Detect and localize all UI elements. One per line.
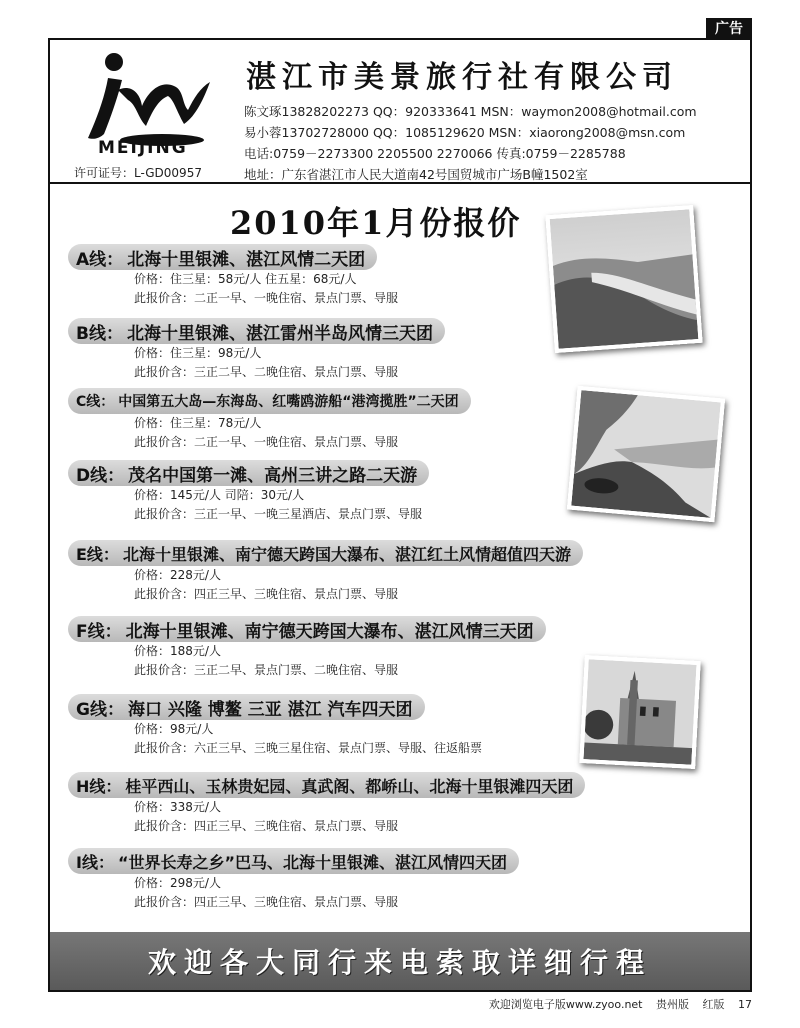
route-name: 桂平西山、玉林贵妃园、真武阁、都峤山、北海十里银滩四天团 [125,776,574,796]
route-title [68,388,471,414]
contact-line: 陈文琢13828202273 QQ：920333641 MSN：waymon2008@hotmail.com [244,104,697,119]
route-name: 北海十里银滩、湛江雷州半岛风情三天团 [126,323,433,344]
footer-banner [50,932,750,990]
route-includes: 此报价含：二正一早、一晚住宿、景点门票、导服 [134,291,399,305]
footer-edition: 贵州版 [656,998,689,1011]
brand-name: MEIJING [98,138,188,158]
route-code: C线： [76,394,115,410]
route-includes: 此报价含：三正二早、景点门票、二晚住宿、导服 [134,663,399,677]
route-name: 中国第五大岛—东海岛、红嘴鸥游船“港湾揽胜”二天团 [118,394,459,410]
page-number: 17 [738,998,752,1011]
footer-site: 欢迎浏览电子版www.zyoo.net [488,998,643,1011]
route-includes: 此报价含：四正三早、三晚住宿、景点门票、导服 [134,895,399,909]
route-price: 价格：145元/人 司陪：30元/人 [134,488,305,502]
route-price: 价格：住三星：58元/人 住五星：68元/人 [134,272,357,286]
route-price: 价格：98元/人 [134,722,214,736]
route-title [68,694,425,720]
route-title [68,848,519,874]
route-code: F线： [76,621,122,642]
route-i [68,848,519,912]
route-title [68,540,583,566]
route-code: I线： [76,852,114,872]
route-title [68,244,377,270]
ad-frame [48,38,752,992]
route-price: 价格：住三星：98元/人 [134,346,262,360]
route-d [68,460,429,524]
page-title: 2010年1月份报价 [230,204,522,242]
church-photo [579,655,700,769]
route-includes: 此报价含：二正一早、一晚住宿、景点门票、导服 [134,435,399,449]
route-price: 价格：298元/人 [134,876,221,890]
route-e [68,540,583,604]
route-title [68,772,585,798]
route-g [68,694,482,758]
route-name: 北海十里银滩、南宁德天跨国大瀑布、湛江红土风情超值四天游 [122,544,571,564]
route-h [68,772,585,836]
route-price: 价格：188元/人 [134,644,221,658]
contact-line: 易小蓉13702728000 QQ：1085129620 MSN：xiaorong2008@msn.com [244,125,686,140]
footer-section: 红版 [702,998,725,1011]
page-footer [479,996,752,1012]
route-price: 价格：228元/人 [134,568,221,582]
license-number: 许可证号：L-GD00957 [74,166,202,180]
route-code: A线： [76,249,124,270]
route-code: E线： [76,544,119,564]
footer-banner-text: 欢迎各大同行来电索取详细行程 [147,946,652,979]
route-code: H线： [76,776,122,796]
meijing-logo [78,48,218,148]
company-name: 湛江市美景旅行社有限公司 [246,60,678,95]
header [50,40,750,184]
route-code: D线： [76,465,125,486]
route-title [68,616,546,642]
route-price: 价格：住三星：78元/人 [134,416,262,430]
route-includes: 此报价含：四正三早、三晚住宿、景点门票、导服 [134,587,399,601]
route-includes: 此报价含：三正一早、一晚三星酒店、景点门票、导服 [134,507,423,521]
route-price: 价格：338元/人 [134,800,221,814]
route-f [68,616,546,680]
route-code: G线： [76,699,124,720]
route-c [68,388,471,452]
route-title [68,460,429,486]
route-a [68,244,398,308]
route-title [68,318,445,344]
route-name: 海口 兴隆 博鳌 三亚 湛江 汽车四天团 [127,699,413,720]
route-name: 北海十里银滩、湛江风情二天团 [127,249,366,270]
route-code: B线： [76,323,123,344]
route-name: 茂名中国第一滩、高州三讲之路二天游 [128,465,418,486]
ad-tag: 广告 [706,18,752,40]
coast-photo [567,386,725,522]
route-name: 北海十里银滩、南宁德天跨国大瀑布、湛江风情三天团 [125,621,534,642]
route-b [68,318,445,382]
beach-photo [545,205,702,353]
phone-line: 电话:0759－2273300 2205500 2270066 传真:0759－2285788 [244,146,626,161]
route-name: “世界长寿之乡”巴马、北海十里银滩、湛江风情四天团 [117,852,508,872]
route-includes: 此报价含：三正二早、二晚住宿、景点门票、导服 [134,365,399,379]
address-line: 地址：广东省湛江市人民大道南42号国贸城市广场B幢1502室 [244,167,588,182]
route-includes: 此报价含：六正三早、三晚三星住宿、景点门票、导服、往返船票 [134,741,483,755]
route-includes: 此报价含：四正三早、三晚住宿、景点门票、导服 [134,819,399,833]
